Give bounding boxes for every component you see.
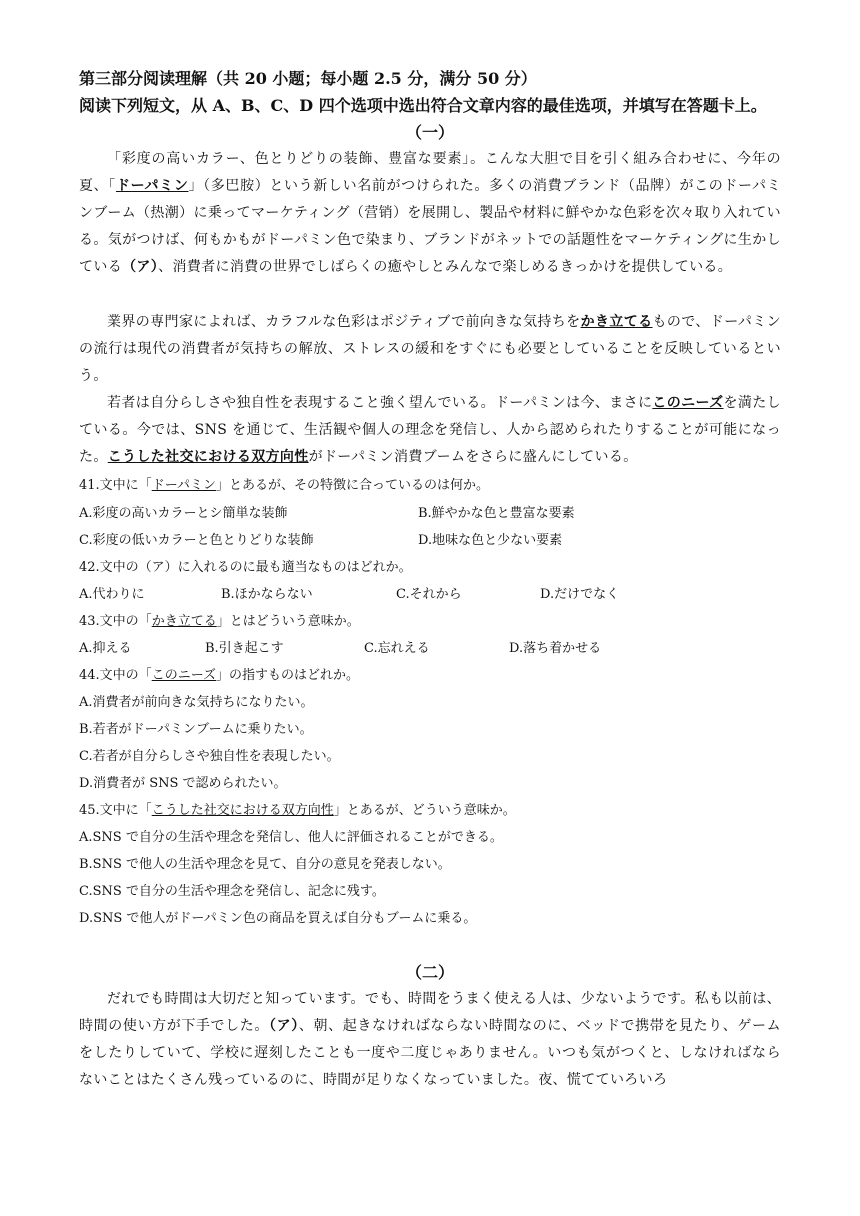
q42-option-b: B.ほかならない xyxy=(221,587,313,602)
passage1-paragraph1: 「彩度の高いカラー、色とりどりの装飾、豊富な要素」。こんな大胆で目を引く組み合わせに、今年の夏、「ドーパミン」（多巴胺）という新しい名前がつけられた。多くの消費ブランド（品牌）がこのドーパミンブーム（热潮）に乗ってマーケティング（营销）を展開し、製品や材料に鮮やかな色彩を次々取り入れている。気がつけば、何もかもがドーパミン色で染まり、ブランドがネットでの話題性をマーケティングに生かしている（ア）、消費者に消費の世界でしばらくの癒やしとみんなで楽しめるきっかけを提供している。 xyxy=(79,151,781,276)
part-title: 第三部分阅读理解（共 20 小题；每小题 2.5 分，满分 50 分） xyxy=(79,69,537,88)
question-42: 42.文中の（ア）に入れるのに最も適当なものはどれか。 xyxy=(79,560,412,575)
q45-option-d: D.SNS で他人がドーパミン色の商品を買えば自分もブームに乗る。 xyxy=(79,911,477,926)
keyword-social-interaction: こうした社交における双方向性 xyxy=(107,449,309,466)
question-45: 45.文中に「こうした社交における双方向性」とあるが、どういう意味か。 xyxy=(79,803,516,818)
blank-a-2: （ア） xyxy=(269,1018,299,1035)
passage2-paragraph1: だれでも時間は大切だと知っています。でも、時間をうまく使える人は、少ないようです。私も以前は、時間の使い方が下手でした。（ア）、朝、起きなければならない時間なのに、ベッドで携帯を見たり、ゲームをしたりしていて、学校に遅刻したことも一度や二度じゃありません。いつも気がつくと、しなければならないことはたくさん残っているのに、時間が足りなくなっていました。夜、慌てていろいろ xyxy=(79,991,781,1089)
passage1-paragraph2: 業界の専門家によれば、カラフルな色彩はポジティブで前向きな気持ちをかき立てるもので、ドーパミンの流行は現代の消費者が気持ちの解放、ストレスの緩和をすぐにも必要としていることを反映しているという。 xyxy=(79,314,782,385)
q45-option-a: A.SNS で自分の生活や理念を発信し、他人に評価されることができる。 xyxy=(79,830,503,845)
q41-option-c: C.彩度の低いカラーと色とりどりな装飾 xyxy=(79,533,314,548)
q41-option-d: D.地味な色と少ない要素 xyxy=(418,533,563,548)
q41-option-a: A.彩度の高いカラーとシ簡単な装飾 xyxy=(79,506,288,521)
question-41: 41.文中に「ドーパミン」とあるが、その特徴に合っているのは何か。 xyxy=(79,478,490,493)
q43-option-a: A.抑える xyxy=(79,641,132,656)
q44-option-b: B.若者がドーパミンブームに乗りたい。 xyxy=(79,722,313,737)
q41-option-b: B.鮮やかな色と豊富な要素 xyxy=(418,506,575,521)
passage1-paragraph3: 若者は自分らしさや独自性を表現すること強く望んでいる。ドーパミンは今、まさにこのニーズを満たしている。今では、SNS を通じて、生活観や個人の理念を発信し、人から認められたりすることが可能になった。こうした社交における双方向性がドーパミン消費ブームをさらに盛んにしている。 xyxy=(79,395,781,466)
question-43: 43.文中の「かき立てる」とはどういう意味か。 xyxy=(79,614,360,629)
q45-option-c: C.SNS で自分の生活や理念を発信し、記念に残す。 xyxy=(79,884,385,899)
q42-option-c: C.それから xyxy=(396,587,462,602)
keyword-kakitateru: かき立てる xyxy=(580,314,653,330)
blank-a: （ア） xyxy=(122,259,159,276)
keyword-kono-needs: このニーズ xyxy=(652,395,724,411)
section-label-2: （二） xyxy=(405,963,454,982)
q44-option-c: C.若者が自分らしさや独自性を表現したい。 xyxy=(79,749,340,764)
instruction: 阅读下列短文，从 A、B、C、D 四个选项中选出符合文章内容的最佳选项，并填写在答题卡上。 xyxy=(79,96,767,115)
section-label-1: （一） xyxy=(405,123,454,142)
keyword-dopamine: ドーパミン xyxy=(115,178,189,195)
q42-option-a: A.代わりに xyxy=(79,587,145,602)
q43-option-c: C.忘れえる xyxy=(364,641,430,656)
q43-option-b: B.引き起こす xyxy=(205,641,284,656)
q44-option-a: A.消費者が前向きな気持ちになりたい。 xyxy=(79,695,314,710)
q42-option-d: D.だけでなく xyxy=(540,587,620,602)
q45-option-b: B.SNS で他人の生活や理念を見て、自分の意見を発表しない。 xyxy=(79,857,451,872)
question-44: 44.文中の「このニーズ」の指すものはどれか。 xyxy=(79,668,360,683)
q43-option-d: D.落ち着かせる xyxy=(509,641,602,656)
q44-option-d: D.消費者が SNS で認められたい。 xyxy=(79,776,287,791)
